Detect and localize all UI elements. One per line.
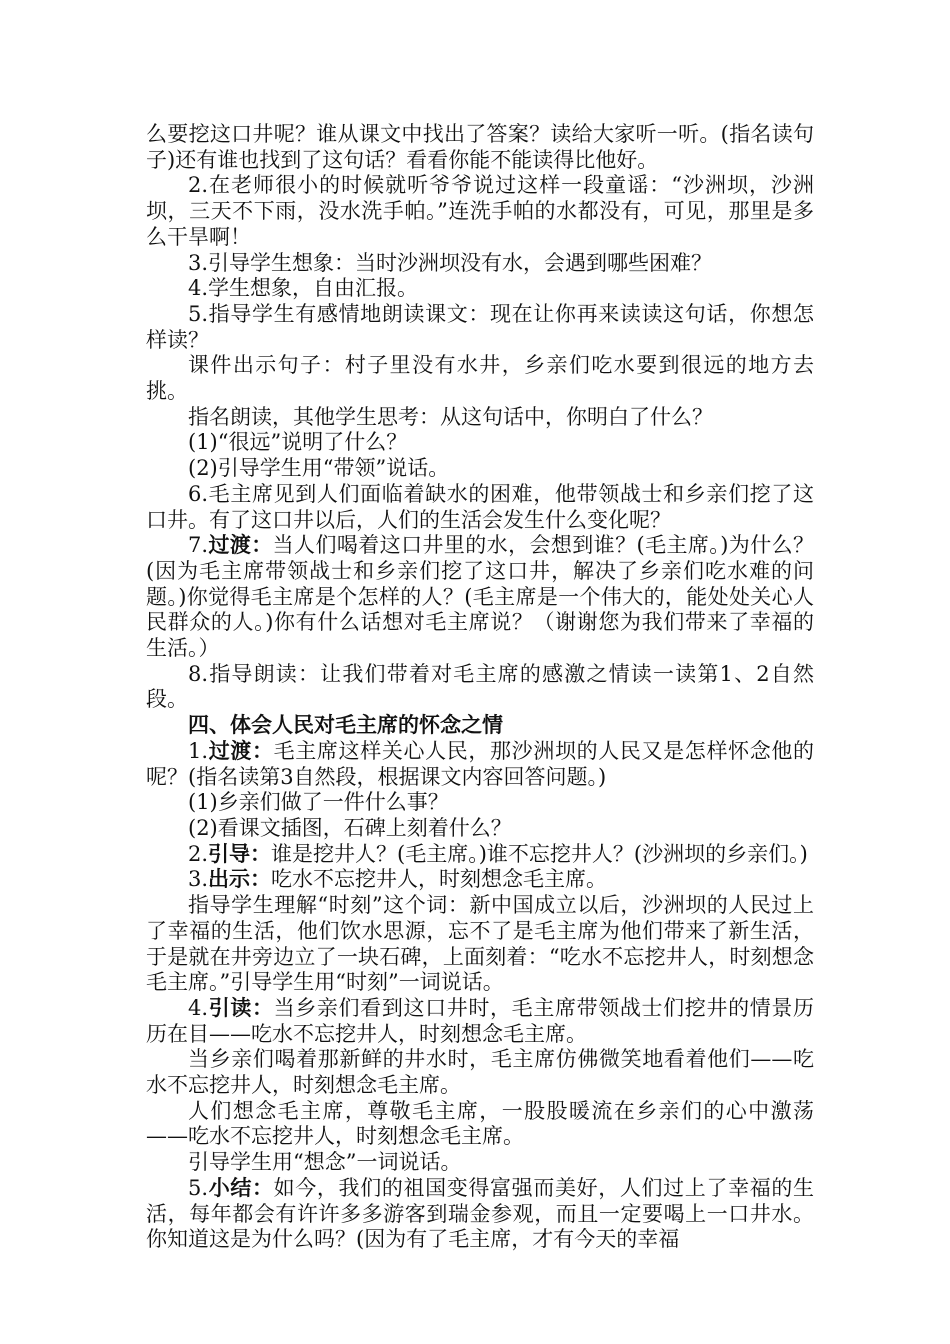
paragraph-text: 4.学生想象，自由汇报。 bbox=[188, 276, 419, 301]
paragraph-text: 谁是挖井人？(毛主席。)谁不忘挖井人？(沙洲坝的乡亲们。) bbox=[271, 841, 808, 866]
section-heading bbox=[146, 713, 814, 739]
paragraph-text: 吃水不忘挖井人，时刻想念毛主席。 bbox=[271, 867, 608, 892]
paragraph bbox=[146, 482, 814, 533]
paragraph-keyword: 出示： bbox=[208, 867, 272, 892]
paragraph-text: 人们想念毛主席，尊敬毛主席，一股股暖流在乡亲们的心中激荡——吃水不忘挖井人，时刻想念毛主席。 bbox=[146, 1098, 814, 1149]
paragraph-text: 2.在老师很小的时候就听爷爷说过这样一段童谣：“沙洲坝，沙洲坝，三天不下雨，没水洗手帕。”连洗手帕的水都没有，可见，那里是多么干旱啊！ bbox=[146, 173, 814, 249]
paragraph-text: 当人们喝着这口井里的水，会想到谁？(毛主席。)为什么？(因为毛主席带领战士和乡亲们挖了这口井，解决了乡亲们吃水难的问题。)你觉得毛主席是个怎样的人？(毛主席是一个伟大的，能处处关心人民群众的人。)你有什么话想对毛主席说？（谢谢您为我们带来了幸福的生活。） bbox=[146, 533, 814, 661]
paragraph-text: (1)“很远”说明了什么？ bbox=[188, 430, 408, 455]
paragraph-text: 8.指导朗读：让我们带着对毛主席的感激之情读一读第1、2自然段。 bbox=[146, 661, 814, 712]
paragraph-number: 5. bbox=[188, 1175, 209, 1200]
paragraph-text: 3.引导学生想象：当时沙洲坝没有水，会遇到哪些困难？ bbox=[188, 250, 713, 275]
paragraph-text: (1)乡亲们做了一件什么事？ bbox=[188, 790, 449, 815]
paragraph bbox=[146, 867, 814, 893]
paragraph bbox=[146, 276, 814, 302]
paragraph bbox=[146, 1047, 814, 1098]
paragraph-keyword: 小结： bbox=[208, 1175, 274, 1200]
paragraph bbox=[146, 456, 814, 482]
paragraph-text: 5.指导学生有感情地朗读课文：现在让你再来读读这句话，你想怎样读？ bbox=[146, 301, 814, 352]
paragraph-text: (2)引导学生用“带领”说话。 bbox=[188, 456, 450, 481]
paragraph bbox=[146, 816, 814, 842]
paragraph-text: 引导学生用“想念”一词说话。 bbox=[188, 1150, 462, 1175]
paragraph-number: 3. bbox=[188, 867, 209, 892]
paragraph bbox=[146, 533, 814, 662]
paragraph-text: 课件出示句子：村子里没有水井，乡亲们吃水要到很远的地方去挑。 bbox=[146, 353, 814, 404]
paragraph bbox=[146, 353, 814, 404]
paragraph bbox=[146, 405, 814, 431]
paragraph-number: 2. bbox=[188, 841, 209, 866]
paragraph bbox=[146, 1176, 814, 1253]
paragraph-keyword: 过渡： bbox=[208, 738, 274, 763]
section-heading-text: 四、体会人民对毛主席的怀念之情 bbox=[188, 713, 503, 738]
paragraph bbox=[146, 173, 814, 250]
paragraph-text: 么要挖这口井呢？谁从课文中找出了答案？读给大家听一听。(指名读句子)还有谁也找到了这句话？看看你能不能读得比他好。 bbox=[146, 122, 814, 172]
paragraph-number: 4. bbox=[188, 995, 209, 1020]
paragraph-text: 6.毛主席见到人们面临着缺水的困难，他带领战士和乡亲们挖了这口井。有了这口井以后，人们的生活会发生什么变化呢？ bbox=[146, 481, 814, 532]
paragraph-text: 指导学生理解“时刻”这个词：新中国成立以后，沙洲坝的人民过上了幸福的生活，他们饮水思源，忘不了是毛主席为他们带来了新生活，于是就在井旁边立了一块石碑，上面刻着：“吃水不忘挖井人，时刻想念毛主席。”引导学生用“时刻”一词说话。 bbox=[146, 893, 814, 995]
paragraph-text: 当乡亲们喝着那新鲜的井水时，毛主席仿佛微笑地看着他们——吃水不忘挖井人，时刻想念毛主席。 bbox=[146, 1047, 814, 1098]
paragraph bbox=[146, 739, 814, 790]
paragraph bbox=[146, 430, 814, 456]
paragraph-keyword: 引导： bbox=[208, 841, 272, 866]
document-page bbox=[146, 122, 814, 1253]
paragraph bbox=[146, 302, 814, 353]
paragraph bbox=[146, 893, 814, 996]
paragraph-text: 如今，我们的祖国变得富强而美好，人们过上了幸福的生活，每年都会有许许多多游客到瑞金参观，而且一定要喝上一口井水。你知道这是为什么吗？(因为有了毛主席，才有今天的幸福 bbox=[146, 1175, 815, 1252]
paragraph bbox=[146, 1150, 814, 1176]
paragraph-keyword: 引读： bbox=[208, 995, 274, 1020]
paragraph-text: (2)看课文插图，石碑上刻着什么？ bbox=[188, 815, 512, 840]
paragraph-number: 1. bbox=[188, 738, 209, 763]
paragraph bbox=[146, 842, 814, 868]
paragraph bbox=[146, 251, 814, 277]
paragraph bbox=[146, 1099, 814, 1150]
paragraph-text: 当乡亲们看到这口井时，毛主席带领战士们挖井的情景历历在目——吃水不忘挖井人，时刻想念毛主席。 bbox=[146, 995, 815, 1046]
paragraph-text: 毛主席这样关心人民，那沙洲坝的人民又是怎样怀念他的呢？(指名读第3自然段，根据课文内容回答问题。) bbox=[146, 738, 815, 789]
paragraph bbox=[146, 662, 814, 713]
paragraph bbox=[146, 996, 814, 1047]
paragraph bbox=[146, 790, 814, 816]
paragraph-text: 指名朗读，其他学生思考：从这句话中，你明白了什么？ bbox=[188, 404, 713, 429]
paragraph-number: 7. bbox=[188, 533, 209, 558]
paragraph-keyword: 过渡： bbox=[208, 533, 273, 558]
paragraph bbox=[146, 122, 814, 173]
